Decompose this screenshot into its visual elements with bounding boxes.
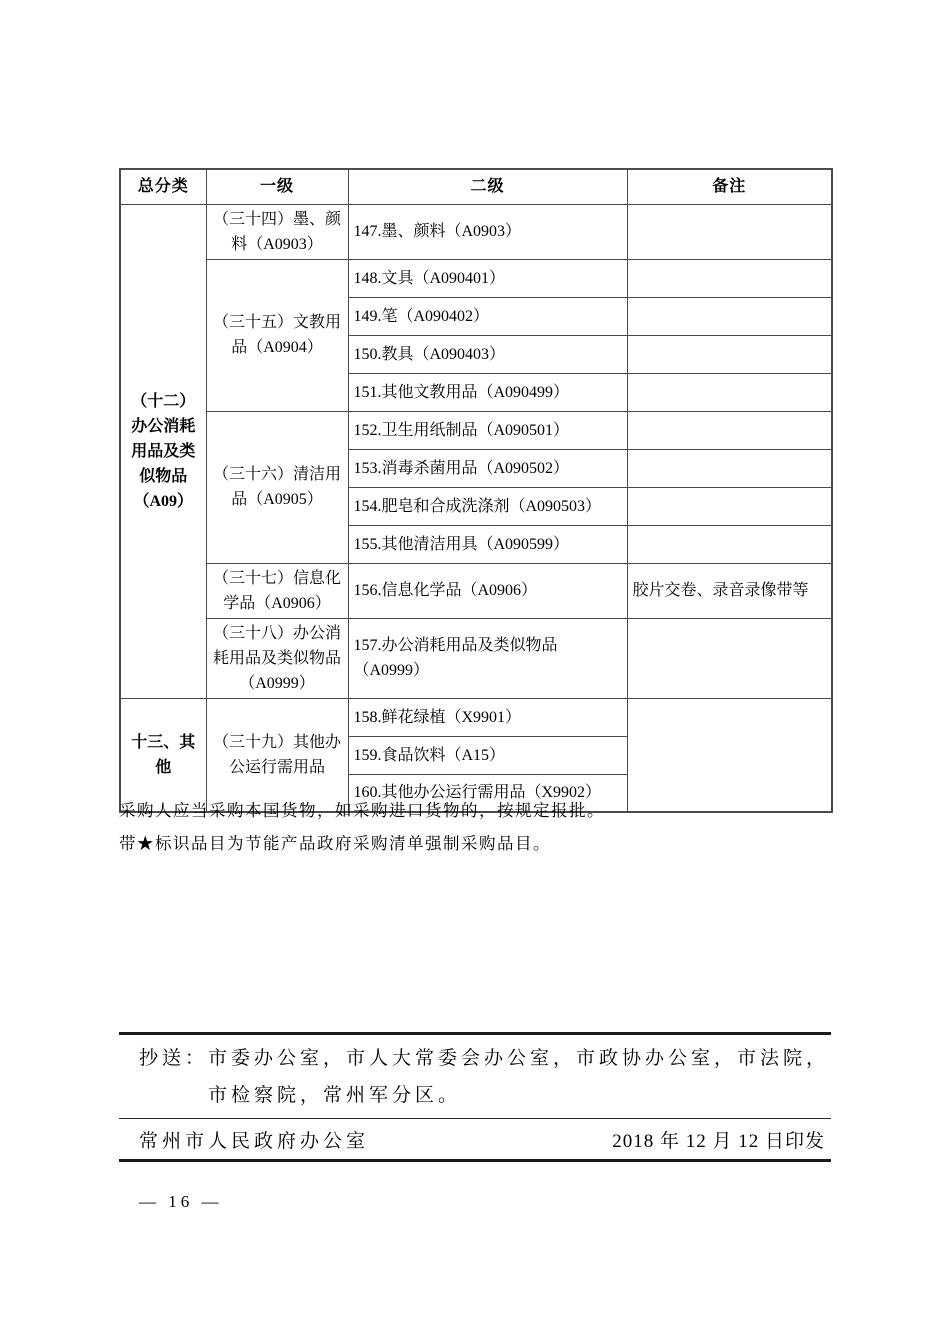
remark-cell [627,487,832,525]
level1-cell: （三十八）办公消耗用品及类似物品（A0999） [206,618,348,698]
level2-cell: 159.食品饮料（A15） [348,736,627,774]
table-row [120,563,832,618]
group-cell: （十二）办公消耗用品及类似物品（A09） [120,204,206,698]
cc-lines [208,1040,831,1114]
table-row [120,204,832,259]
remark-cell [627,618,832,698]
group-cell: 十三、其他 [120,698,206,812]
remark-cell [627,204,832,259]
level1-cell: （三十五）文教用品（A0904） [206,259,348,411]
level2-cell: 148.文具（A090401） [348,259,627,297]
classification-table [119,168,833,813]
table-header-row [120,169,832,204]
table-row [120,698,832,736]
level2-cell: 156.信息化学品（A0906） [348,563,627,618]
imprint-footer [119,1032,831,1162]
page-number: — 16 — [139,1192,223,1211]
remark-cell [627,373,832,411]
level2-cell: 155.其他清洁用具（A090599） [348,525,627,563]
level2-cell: 153.消毒杀菌用品（A090502） [348,449,627,487]
level2-cell: 158.鲜花绿植（X9901） [348,698,627,736]
table-row [120,618,832,698]
issuer-row [119,1119,831,1159]
remark-cell [627,335,832,373]
star-mark-note: 带★标识品目为节能产品政府采购清单强制采购品目。 [119,834,551,853]
level2-cell: 154.肥皂和合成洗涤剂（A090503） [348,487,627,525]
issuer-name: 常州市人民政府办公室 [139,1130,370,1152]
cc-section [119,1035,831,1118]
remark-cell [627,525,832,563]
table-row [120,411,832,449]
level2-cell: 160.其他办公运行需用品（X9902） [348,774,627,812]
header-cell-remark: 备注 [627,169,832,204]
remark-cell [627,449,832,487]
remark-cell: 胶片交卷、录音录像带等 [627,563,832,618]
cc-label: 抄送： [139,1048,209,1069]
level1-cell: （三十四）墨、颜料（A0903） [206,204,348,259]
print-date: 2018 年 12 月 12 日印发 [612,1130,825,1152]
level2-cell: 149.笔（A090402） [348,297,627,335]
remark-cell [627,259,832,297]
cc-line-1: 市委办公室，市人大常委会办公室，市政协办公室，市法院， [208,1048,830,1069]
level2-cell: 147.墨、颜料（A0903） [348,204,627,259]
level2-cell: 150.教具（A090403） [348,335,627,373]
header-cell-group: 总分类 [120,169,206,204]
remark-cell [627,411,832,449]
level2-cell: 151.其他文教用品（A090499） [348,373,627,411]
cc-line-2: 市检察院，常州军分区。 [208,1085,462,1106]
header-cell-level2: 二级 [348,169,627,204]
remark-cell [627,297,832,335]
domestic-goods-note: 采购人应当采购本国货物，如采购进口货物的，按规定报批。 [119,801,605,820]
level1-cell: （三十七）信息化学品（A0906） [206,563,348,618]
level1-cell: （三十六）清洁用品（A0905） [206,411,348,563]
level2-cell: 152.卫生用纸制品（A090501） [348,411,627,449]
level2-cell: 157.办公消耗用品及类似物品（A0999） [348,618,627,698]
remark-cell [627,698,832,812]
level1-cell: （三十九）其他办公运行需用品 [206,698,348,812]
separator-line-bottom [119,1159,831,1162]
table-row [120,259,832,297]
header-cell-level1: 一级 [206,169,348,204]
